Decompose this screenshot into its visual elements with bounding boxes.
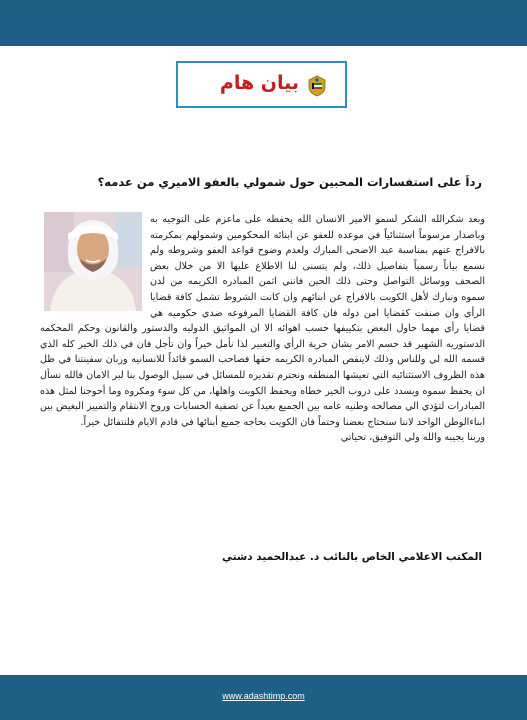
headline: رداً على استفسارات المحبين حول شمولي بالعفو الاميري من عدمه؟: [97, 175, 482, 189]
statement-paragraph: وبعد شكرالله الشكر لسمو الامير الانسان الله يحفظه على ماعزم على التوجيه به وباصدار مرسوماً استثنائياً في موعده للعفو عن ابنائه المحكومين وشمولهم بمكرمته بالافراج عنهم بمناسبة عيد الاضحى المبارك ولعدم وضوح قواعد العفو وشروطه ولم نسمع بياناً رسمياً بتفاصيل ذلك، ولم يتسنى لنا الاطلاع عليها الا من خلال بعض الصحف ووسائل التواصل وحتى ذلك الحين فانني اثمن المبادره الكريمه من لدن سموه ونبارك لأهل الكويت بالافراج عن ابنائهم وان كانت الشروط تشمل كافة قضايا الرأي وان صنفت كقضايا امن دوله فان كافة القضايا المرفوعه ضدي حكوميه هي قضايا رأي مهما حاول البعض بتكييفها حسب اهوائه الا ان المواثيق الدوليه والدستور والقانون وحكم المحكمه الدستوريه الشهير قد حسم الامر بشان حرية الرأي والتعبير لذا نأمل خيراً وان تأجل فان في ذلك الخير كله الذي قسمه الله لي وللناس وذلك لاينقص المبادره الكريمه حقها فصاحب السمو قائداً للانسانيه وربان سفينتنا في ظل هذه الظروف الاستثنائيه التي تعيشها المنطقه ونحترم تقديره للمسائل في سبيل الوصول بنا لبر الامان فالله نسأل ان يحفظ سموه ويسدد على دروب الخير خطاه ويحفظ الكويت واهلها، من كل سوء ومكروه وما أحوجنا لمثل هذه المبادرات لتؤدي الي مصالحه وطنيه عامه بين الجميع بعيداً عن تصفية الحسابات وروح الانتقام والتمييز البغيض بين ابناءالوطن الواحد لاننا سنحتاج بعضنا وحتماً فان الكويت بحاجه جميع أبنائها في قادم الايام فلنتفائل خيراً.: [40, 214, 485, 428]
statement-body: [40, 212, 485, 446]
title-box: [176, 61, 347, 108]
signature: المكتب الاعلامي الخاص بالنائب د. عبدالحميد دشتي: [221, 551, 482, 563]
website-link[interactable]: www.adashtimp.com: [222, 691, 305, 701]
closing-line: وربنا يجيبه والله ولي التوفيق، تحياتي: [340, 432, 485, 444]
page-title: بيان هام: [219, 72, 299, 94]
header-bar: [0, 0, 527, 46]
photo-spacer: [40, 212, 150, 312]
kuwait-emblem-icon: [307, 75, 327, 97]
